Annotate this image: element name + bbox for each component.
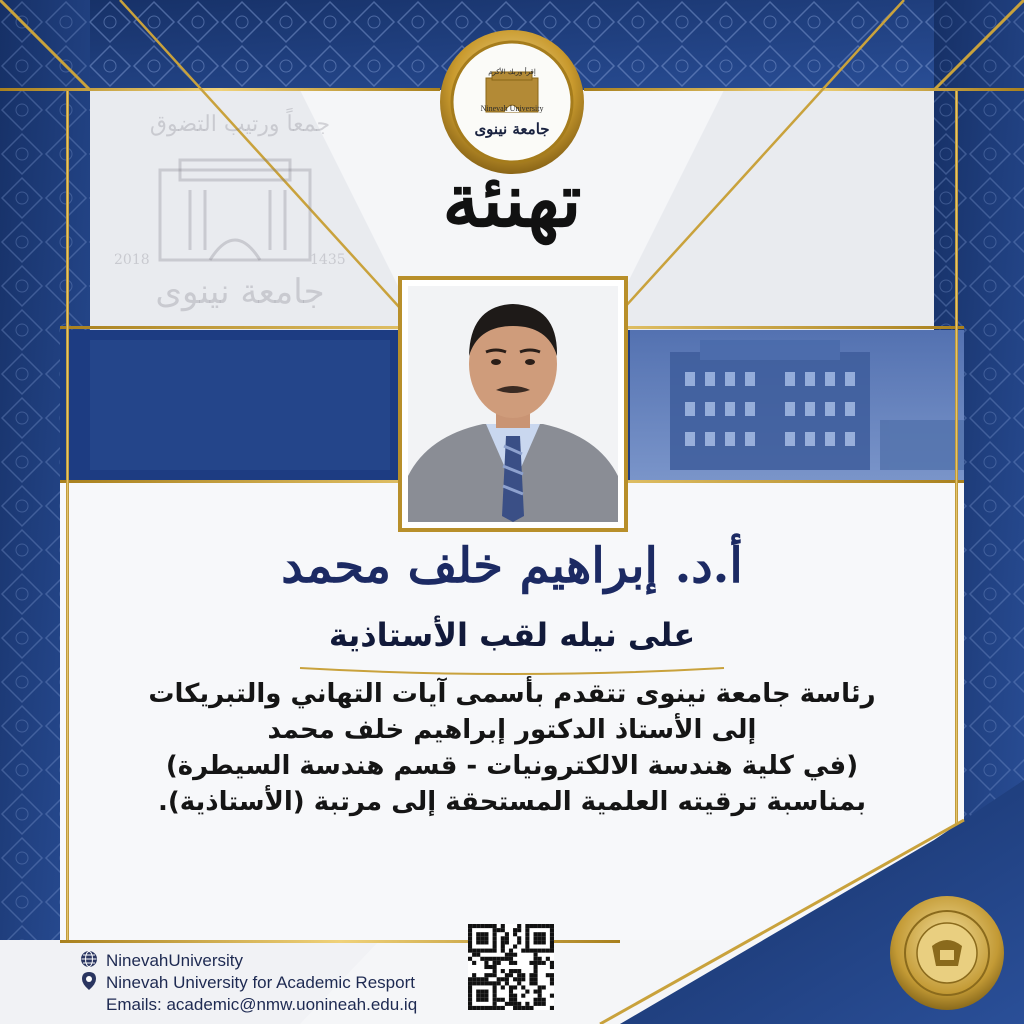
globe-icon: [80, 950, 98, 972]
page-title: تهنئة: [442, 158, 582, 244]
message-line: بمناسبة ترقيته العلمية المستحقة إلى مرتبة (الأستاذية).: [157, 787, 867, 817]
footer-dept-row: [80, 972, 460, 994]
footer-contact: [80, 950, 460, 1016]
honoree-name: أ.د. إبراهيم خلف محمد: [281, 538, 743, 594]
watermark-year-right: 1435: [310, 252, 346, 268]
university-seal: [438, 28, 586, 176]
watermark-name: جامعة نينوى: [155, 272, 325, 312]
message-body: [120, 676, 904, 820]
portrait-frame: [398, 276, 628, 532]
qr-code[interactable]: [468, 924, 554, 1010]
footer-dept: Ninevah University for Academic Resport: [106, 973, 415, 992]
ministry-emblem: [888, 894, 1006, 1012]
footer-web[interactable]: NinevahUniversity: [106, 951, 243, 970]
message-line: رئاسة جامعة نينوى تتقدم بأسمى آيات التهاني والتبريكات: [148, 679, 876, 709]
message-line: (في كلية هندسة الالكترونيات - قسم هندسة السيطرة): [165, 751, 859, 781]
footer-web-row: [80, 950, 460, 972]
location-pin-icon: [80, 971, 98, 995]
footer-email-row: [80, 994, 460, 1016]
seal-motto: إقرأ وربك الأكرم: [488, 68, 536, 76]
seal-name-en: Ninevah University: [480, 104, 544, 113]
seal-name-ar: جامعة نينوى: [474, 120, 550, 138]
portrait-photo: [408, 286, 618, 522]
message-line: إلى الأستاذ الدكتور إبراهيم خلف محمد: [267, 715, 757, 745]
watermark-motto: جمعاً ورتيب التضوق: [149, 112, 331, 137]
watermark-year-left: 2018: [114, 252, 150, 268]
honor-subtitle: على نيله لقب الأستاذية: [328, 616, 696, 654]
footer-email[interactable]: Emails: academic@nmw.uonineah.edu.iq: [106, 995, 418, 1014]
